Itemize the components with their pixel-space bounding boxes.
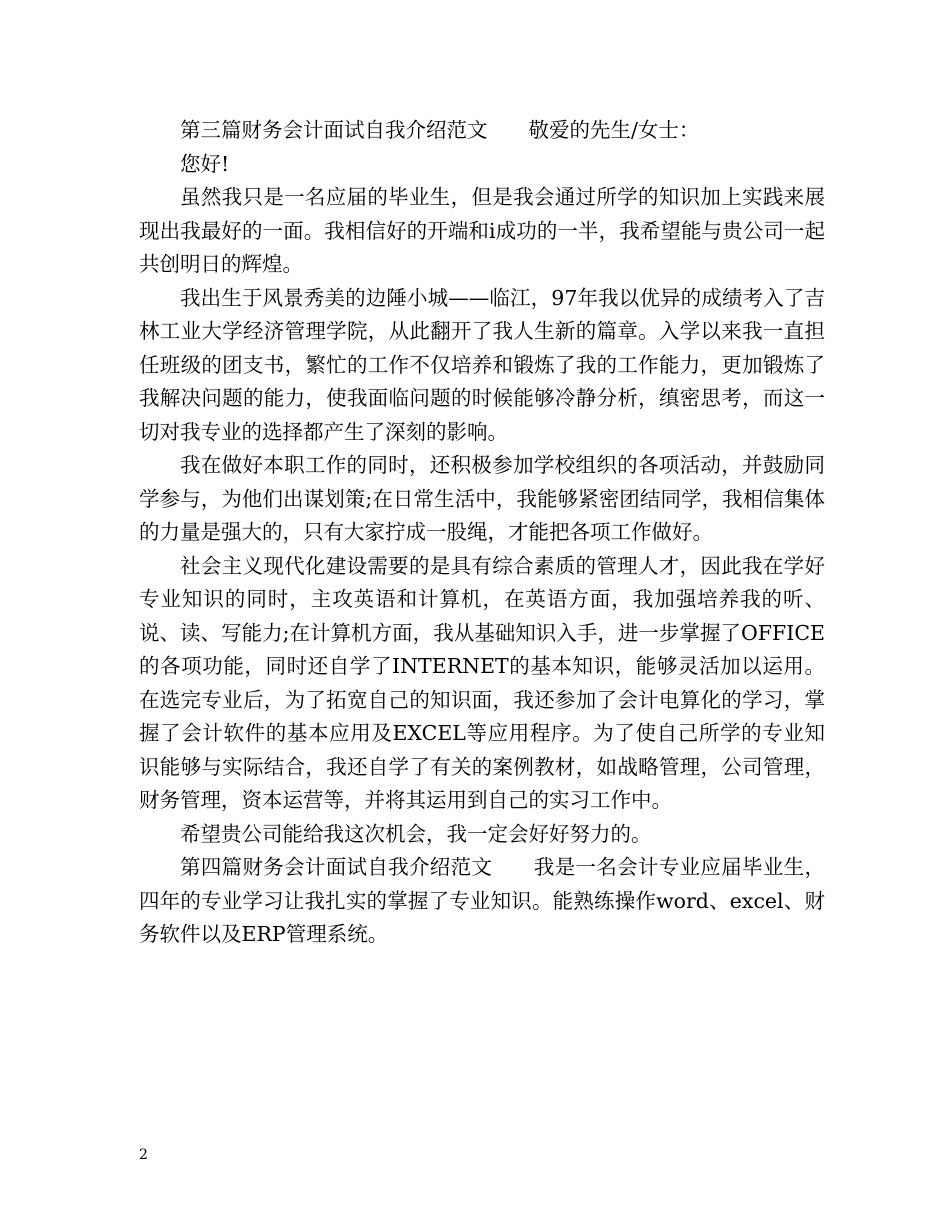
paragraph-intro: 虽然我只是一名应届的毕业生，但是我会通过所学的知识加上实践来展现出我最好的一面。我相信好的开端和ⅰ成功的一半，我希望能与贵公司一起共创明日的辉煌。	[139, 185, 825, 276]
page-number: 2	[139, 1147, 148, 1163]
document-body	[139, 114, 825, 952]
paragraph-greeting: 您好!	[180, 151, 230, 176]
paragraph-skills: 社会主义现代化建设需要的是具有综合素质的管理人才，因此我在学好专业知识的同时，主攻英语和计算机，在英语方面，我加强培养我的听、说、读、写能力;在计算机方面，我从基础知识入手，进一步掌握了OFFICE的各项功能，同时还自学了INTERNET的基本知识，能够灵活加以运用。在选完专业后，为了拓宽自己的知识面，我还参加了会计电算化的学习，掌握了会计软件的基本应用及EXCEL等应用程序。为了使自己所学的专业知识能够与实际结合，我还自学了有关的案例教材，如战略管理，公司管理，财务管理，资本运营等，并将其运用到自己的实习工作中。	[139, 553, 825, 812]
paragraph-education: 我出生于风景秀美的边陲小城——临江，97年我以优异的成绩考入了吉林工业大学经济管理学院，从此翻开了我人生新的篇章。入学以来我一直担任班级的团支书，繁忙的工作不仅培养和锻炼了我的工作能力，更加锻炼了我解决问题的能力，使我面临问题的时候能够冷静分析，缜密思考，而这一切对我专业的选择都产生了深刻的影响。	[139, 285, 825, 444]
paragraph-heading-fourth: 第四篇财务会计面试自我介绍范文 我是一名会计专业应届毕业生，四年的专业学习让我扎实的掌握了专业知识。能熟练操作word、excel、财务软件以及ERP管理系统。	[139, 855, 825, 946]
paragraph-activities: 我在做好本职工作的同时，还积极参加学校组织的各项活动，并鼓励同学参与，为他们出谋划策;在日常生活中，我能够紧密团结同学，我相信集体的力量是强大的，只有大家拧成一股绳，才能把各项工作做好。	[139, 453, 825, 544]
paragraph-closing: 希望贵公司能给我这次机会，我一定会好好努力的。	[180, 821, 652, 846]
paragraph-heading-third: 第三篇财务会计面试自我介绍范文 敬爱的先生/女士：	[180, 118, 700, 142]
